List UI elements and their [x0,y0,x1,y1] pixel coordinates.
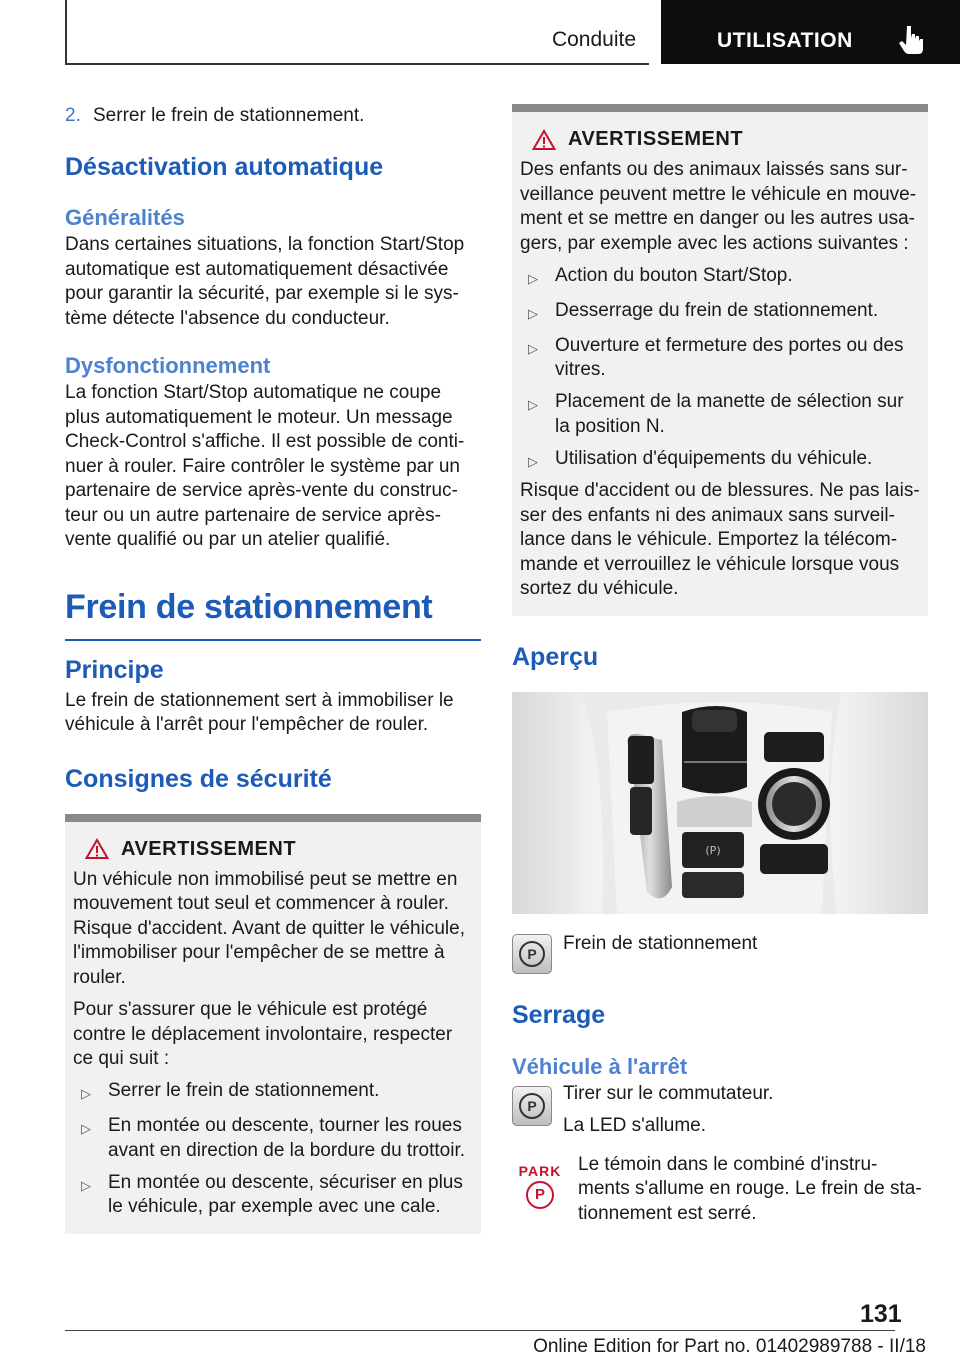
heading-vehicule-arret: Véhicule à l'arrêt [512,1053,688,1079]
list-item-text: Placement de la manette de sélection sur la position N. [555,391,904,437]
park-indicator-icon [512,1163,568,1209]
warning-triangle-icon [85,838,109,860]
park-p-circle: P [526,1181,554,1209]
heading-dysfonctionnement: Dysfonctionnement [65,353,271,378]
left-column [65,104,481,1234]
warning-triangle-icon [532,129,556,151]
list-item-text: En montée ou descente, tourner les roues avant en direction de la bordure du trottoir. [108,1115,466,1161]
heading-serrage: Serrage [512,1000,606,1029]
bullet-triangle-icon: ▷ [528,397,538,412]
list-item [528,447,920,475]
list-item [528,334,920,383]
caption-row [512,934,928,974]
warning-title [85,838,473,861]
paragraph-principe: Le frein de stationnement sert à immobiliser le véhicule à l'arrêt pour l'empêcher de rouler. [65,689,454,735]
heading-frein-de-stationnement: Frein de stationnement [65,587,433,626]
footer-rule [65,1330,895,1331]
bullet-triangle-icon: ▷ [528,453,538,469]
warning-title-text: AVERTISSEMENT [121,837,297,860]
warning-box-right [512,104,928,616]
heading-rule [65,639,481,641]
caption-text: Frein de stationnement [563,932,758,954]
list-item [81,1079,473,1107]
bullet-triangle-icon: ▷ [81,1121,91,1136]
list-item [528,264,920,292]
list-item-text: En montée ou descente, sécuriser en plus le véhicule, par exemple avec une cale. [108,1171,463,1217]
tirer-text-block [563,1082,773,1139]
center-console-photo [512,692,928,914]
hand-pointer-icon [897,24,927,56]
parking-brake-button-icon [512,934,552,974]
park-label: PARK [518,1162,562,1179]
step-number: 2. [65,105,81,126]
edition-footer: Online Edition for Part no. 01402989788 - II/18 [533,1336,926,1357]
section-title: Conduite [551,28,636,51]
bullet-triangle-icon: ▷ [528,305,538,321]
header-underline [65,63,649,65]
bullet-triangle-icon: ▷ [528,270,538,286]
parking-brake-p-icon: P [519,941,545,967]
paragraph-dysfonctionnement: La fonction Start/Stop automatique ne coupe plus automatiquement le moteur. Un message Check-Control s'affiche. Il est possible de conti-nuer à rouler. Faire contrôler le système par un partenaire de service après-vente du construc-teur ou un autre partenaire de service après-vente qualifié ou par un atelier qualifié. [65,382,465,550]
list-item-text: Utilisation d'équipements du véhicule. [555,447,873,469]
step-text: Serrer le frein de stationnement. [93,105,365,126]
tirer-row [512,1082,928,1139]
bullet-triangle-icon: ▷ [528,340,538,356]
svg-text:(P): (P) [705,843,721,857]
heading-principe: Principe [65,655,164,684]
warning-paragraph-2: Pour s'assurer que le véhicule est protégé contre le déplacement involontaire, respecter ce qui suit : [73,999,453,1069]
list-item-text: Serrer le frein de stationnement. [108,1080,380,1101]
center-console-illustration [512,692,928,914]
list-item [528,299,920,327]
bullet-triangle-icon: ▷ [81,1086,91,1101]
list-item-text: Action du bouton Start/Stop. [555,264,793,286]
heading-consignes: Consignes de sécurité [65,764,332,793]
list-item-text: Desserrage du frein de stationnement. [555,299,879,321]
warning-list [81,1079,473,1220]
warning-title-text: AVERTISSEMENT [568,128,744,150]
warning-title [532,128,920,151]
heading-desactivation: Désactivation automatique [65,153,384,181]
parking-brake-button-icon [512,1086,552,1126]
heading-generalites: Généralités [65,205,185,230]
warning-paragraph-1: Des enfants ou des animaux laissés sans sur-veillance peuvent mettre le véhicule en mouve-ment et se mettre en danger ou les autres usa-gers, par exemple avec les actions suivantes : [520,159,917,254]
warning-list [528,264,920,475]
step-2 [65,104,481,128]
warning-paragraph-1: Un véhicule non immobilisé peut se mettre en mouvement tout seul et commencer à rouler. Risque d'accident. Avant de quitter le véhicule, l'immobiliser pour l'empêcher de se mettre à rouler. [73,868,465,988]
chapter-tab [661,0,960,64]
paragraph-generalites: Dans certaines situations, la fonction Start/Stop automatique est automatiquement désactivée pour garantir la sécurité, par exemple si le sys-tème détecte l'absence du conducteur. [65,234,465,329]
paragraph-led: La LED s'allume. [563,1115,707,1136]
chapter-title: UTILISATION [717,29,853,52]
warning-paragraph-2: Risque d'accident ou de blessures. Ne pas lais-ser des enfants ni des animaux sans surveil-lance dans le véhicule. Emportez la télécom-mande et verrouillez le véhicule lorsque vous sortez du véhicule. [520,480,920,599]
parking-brake-p-icon: P [519,1093,545,1119]
paragraph-temoin: Le témoin dans le combiné d'instru-ments s'allume en rouge. Le frein de sta-tionnement est serré. [578,1153,922,1224]
list-item [81,1114,473,1163]
list-item [528,390,920,439]
bullet-triangle-icon: ▷ [81,1177,91,1193]
list-item-text: Ouverture et fermeture des portes ou des vitres. [555,334,904,380]
list-item [81,1171,473,1220]
paragraph-tirer: Tirer sur le commutateur. [563,1082,774,1104]
page-number: 131 [860,1300,902,1328]
right-column [512,104,928,1226]
warning-box-left [65,814,481,1234]
heading-apercu: Aperçu [512,642,599,671]
temoin-row [512,1153,928,1227]
